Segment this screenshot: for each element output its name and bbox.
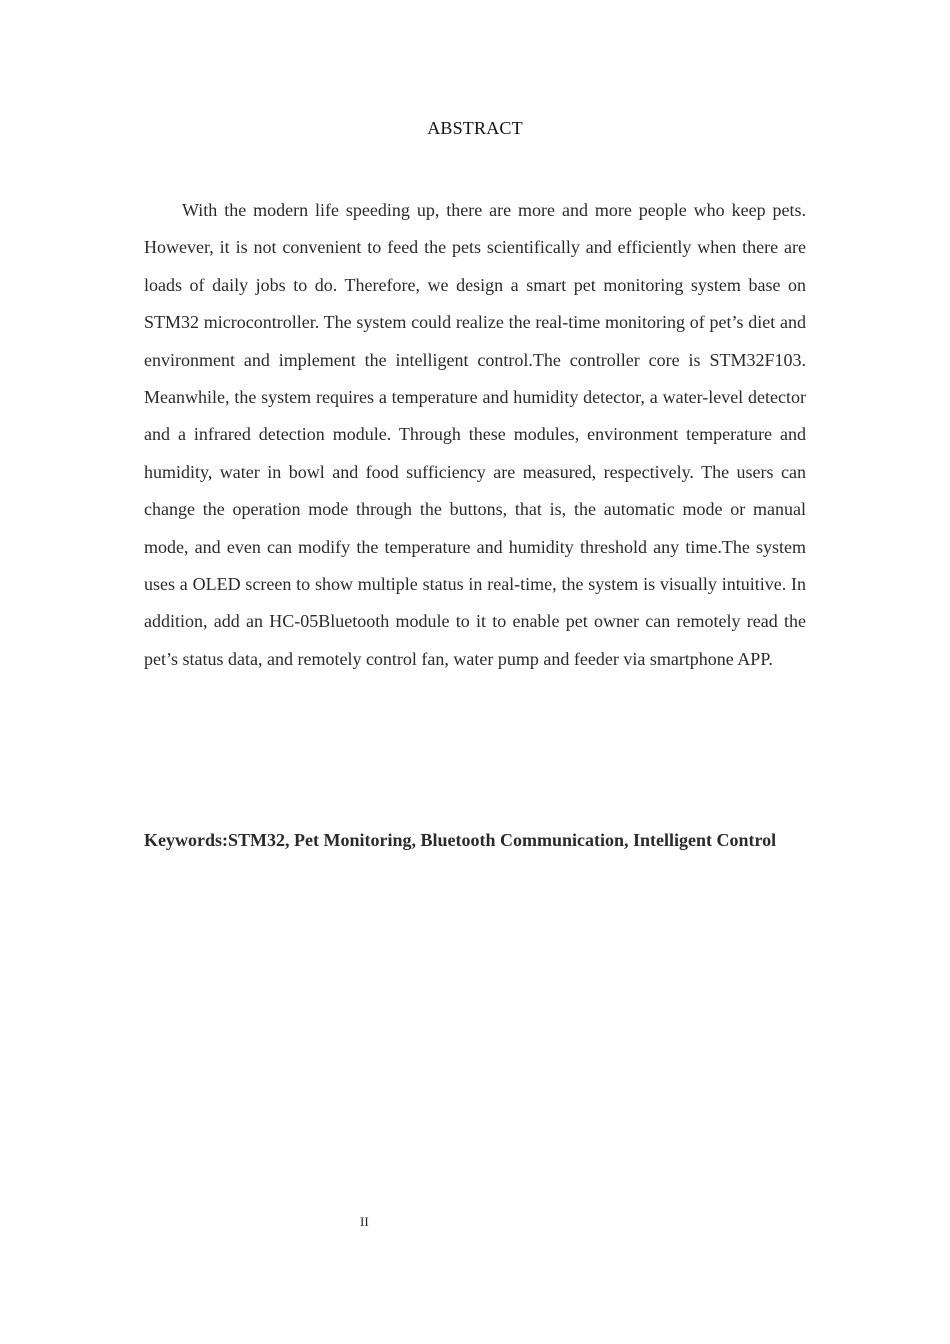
keywords-line: Keywords:STM32, Pet Monitoring, Bluetooth Communication, Intelligent Control: [144, 830, 777, 850]
abstract-body: With the modern life speeding up, there are more and more people who keep pets. However, it is not convenient to feed the pets scientifically and efficiently when there are loads of daily jobs to do. Therefore, we design a smart pet monitoring system base on STM32 microcontroller. The system could realize the real-time monitoring of pet’s diet and environment and implement the intelligent control.The controller core is STM32F103. Meanwhile, the system requires a temperature and humidity detector, a water-level detector and a infrared detection module. Through these modules, environment temperature and humidity, water in bowl and food sufficiency are measured, respectively. The users can change the operation mode through the buttons, that is, the automatic mode or manual mode, and even can modify the temperature and humidity threshold any time.The system uses a OLED screen to show multiple status in real-time, the system is visually intuitive. In addition, add an HC-05Bluetooth module to it to enable pet owner can remotely read the pet’s status data, and remotely control fan, water pump and feeder via smartphone APP.: [144, 200, 806, 669]
page-number: II: [360, 1214, 369, 1229]
abstract-title: ABSTRACT: [427, 118, 523, 138]
